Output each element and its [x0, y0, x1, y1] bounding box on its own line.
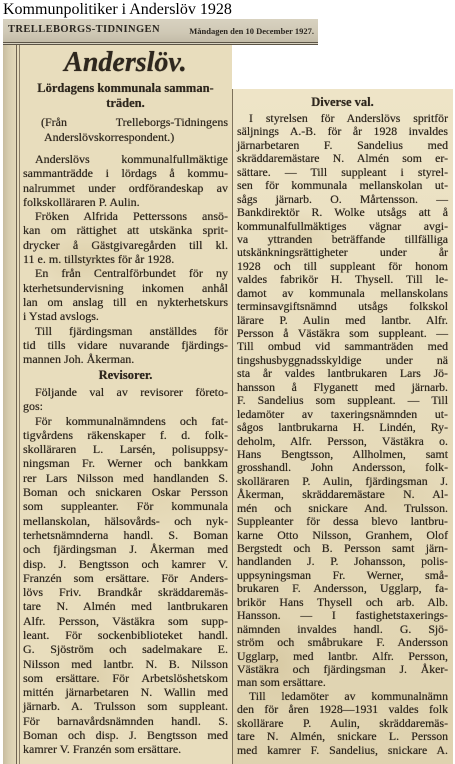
article-line: tingshusbyggnadsskyldige under nä — [237, 352, 448, 367]
article-line: För barnavårdsnämnden handl. S. — [23, 713, 228, 728]
article-line: sågs järnarb. O. Mårtensson. — — [237, 191, 448, 206]
article-line: handlanden J. P. Johansson, polis- — [237, 554, 448, 569]
page-title: Kommunpolitiker i Anderslöv 1928 — [3, 1, 232, 18]
article-line: Fröken Alfrida Petterssons ansö- — [35, 209, 228, 224]
article-paragraph — [23, 414, 228, 757]
article-line: som ersättare. För Arbetslöshetskom — [23, 670, 228, 685]
column-rule — [16, 45, 17, 764]
article-line: disp. J. Bengtsson och kamrer V. — [23, 556, 228, 571]
article-line: mittén järnarbetaren N. Wallin med — [23, 685, 228, 700]
article-line: va yttranden beträffande tillfälliga — [237, 231, 448, 246]
article-column-right — [237, 92, 448, 757]
article-line: uppsyningsman Fr. Werner, små- — [237, 567, 448, 582]
article-line: rer Lars Nilsson med handlanden S. — [23, 470, 228, 485]
article-line: Nilsson med lantbr. N. B. Nilsson — [23, 656, 228, 671]
article-line: tare N. Almén, snickare L. Persson — [237, 729, 448, 744]
article-line: valdes fabrikör H. Thysell. Till le- — [237, 272, 448, 287]
article-line: Till ombud vid sammanträden med — [237, 339, 448, 354]
article-line: deholm, Alfr. Persson, Västäkra o. — [237, 433, 448, 448]
article-line: karne Otto Nilsson, Granhem, Olof — [237, 527, 448, 542]
article-line: Alfr. Persson, Västäkra som supp- — [23, 613, 228, 628]
article-paragraph — [23, 385, 228, 414]
article-line: kamrer V. Franzén som ersättare. — [23, 742, 182, 757]
article-line: Hans Bengtsson, Allholmen, samt — [237, 446, 448, 461]
article-line: sen för kommunala mellanskolan ut- — [237, 178, 448, 193]
article-line: skolläraren L. Larsén, polisuppsy- — [23, 442, 228, 457]
article-line: Anderslövs kommunalfullmäktige — [35, 152, 228, 166]
article-line: folkskolläraren P. Aulin. — [23, 194, 140, 209]
article-line: Bankdirektör R. Wolke utsågs att å — [237, 205, 448, 220]
newspaper-name: TRELLEBORGS-TIDNINGEN — [8, 24, 160, 35]
article-paragraph — [23, 266, 228, 323]
article-line: damot av kommunala mellanskolans — [237, 285, 448, 300]
section-heading: Diverse val. — [311, 95, 374, 109]
section-heading: Revisorer. — [98, 368, 153, 383]
article-line: Suppleanter för dessa blevo lantbru- — [237, 514, 448, 529]
article-line: skollärare P. Aulin, skräddaremäs- — [237, 715, 448, 730]
article-line: utskänkningsrättigheter under år — [237, 245, 448, 260]
article-line: mén och snickare And. Trulsson. — [237, 500, 448, 515]
article-line: nalrummet under ordförandeskap av — [23, 180, 228, 195]
article-line: skolläraren P. Aulin, fjärdingsman J. — [237, 473, 448, 488]
article-paragraph — [237, 112, 448, 690]
article-line: säljnings A.-B. för år 1928 invaldes — [237, 124, 448, 139]
article-line: tigvårdens räkenskaper f. d. folk- — [23, 427, 228, 442]
article-paragraph — [23, 324, 228, 367]
article-line: terminsavgiftsnämnd utsågs folkskol — [237, 299, 448, 314]
article-line: och fjärdingsman J. Åkerman med — [23, 542, 228, 557]
article-line: Västäkra och fjärdingsman J. Åker- — [237, 661, 448, 676]
column-rule — [19, 45, 20, 764]
article-line: lövs Friv. Brandkår skräddaremäs- — [23, 585, 228, 600]
article-paragraph — [23, 152, 228, 209]
article-line: lärare P. Aulin med lantbr. Alfr. — [237, 312, 448, 327]
article-line: skräddaremästare N. Almén som er- — [237, 151, 448, 166]
article-line: Bergstedt och B. Persson samt järn- — [237, 541, 448, 555]
article-line: kan om rättighet att utskänka sprit- — [23, 223, 228, 238]
article-line: som suppleanter. För kommunala — [23, 499, 228, 514]
article-line: den för åren 1928—1931 valdes folk — [237, 702, 448, 717]
article-line: Hansson. — I fastighetstaxerings- — [237, 608, 448, 623]
article-line: F. Sandelius som suppleant. — Till — [237, 393, 448, 408]
article-line: med kamrer F. Sandelius, snickare A. — [237, 742, 448, 757]
article-subheadline: träden. — [106, 96, 145, 110]
article-line: brikör Hans Thysell och arb. Alb. — [237, 594, 448, 609]
article-paragraph — [23, 209, 228, 266]
article-line: En från Centralförbundet för ny — [35, 266, 228, 281]
newspaper-masthead — [3, 19, 318, 45]
article-paragraph — [237, 690, 448, 757]
article-line: Till fjärdingsman anställdes för — [35, 323, 228, 338]
article-line: Persson å Västäkra som suppleant. — — [237, 326, 448, 340]
article-line: Boman och snickaren Oskar Persson — [23, 485, 228, 500]
article-line: järnarb. A. Trulsson som suppleant. — [23, 699, 228, 714]
article-line: grosshandl. John Andersson, folk- — [237, 460, 448, 475]
article-line: Franzén som ersättare. För Anders- — [23, 570, 228, 585]
article-line: sta år valdes lantbrukaren Lars Jö- — [237, 366, 448, 381]
article-line: 1928 och till suppleant för honom — [237, 258, 448, 273]
article-line: mellanskolan, hälsovårds- och nyk- — [23, 513, 228, 528]
article-headline: Anderslöv. — [64, 47, 187, 78]
article-byline: (Från Trelleborgs-Tidningens — [41, 115, 228, 129]
article-line: Följande val av revisorer företo- — [35, 384, 228, 399]
article-line: järnarbetaren F. Sandelius med — [237, 137, 448, 152]
article-line: lan om anslag till en nykterhetskurs — [23, 294, 228, 309]
article-line: sågos lantbrukarna H. Lindén, Ry- — [237, 420, 448, 435]
article-line: 11 e. m. tillstyrktes för år 1928. — [23, 252, 175, 267]
article-line: ström och småbrukare F. Andersson — [237, 635, 448, 650]
article-line: Åkerman, skräddaremästare N. Al- — [237, 487, 448, 502]
article-line: hansson å Flyganett med järnarb. — [237, 379, 448, 394]
article-line: I styrelsen för Anderslövs spritför — [249, 111, 448, 125]
article-subheadline: Lördagens kommunala samman- — [37, 81, 214, 95]
article-byline: Anderslövskorrespondent.) — [44, 130, 175, 144]
publication-date: Måndagen den 10 December 1927. — [189, 26, 314, 36]
article-line: mannen Joh. Åkerman. — [23, 352, 135, 367]
article-line: Boman och disp. J. Bengtsson med — [23, 728, 228, 743]
article-line: ledamöter av taxeringsnämnden ut- — [237, 406, 448, 421]
article-line: ningsman Fr. Werner och bankkam — [23, 456, 228, 471]
article-line: Till ledamöter av kommunalnämn — [249, 688, 448, 703]
article-line: i Ystad avslogs. — [23, 309, 99, 324]
article-line: drycker å Gästgivaregården till kl. — [23, 237, 228, 252]
article-line: sättare. — Till suppleant i styrel- — [237, 164, 448, 179]
article-line: Ugglarp, med lantbr. Alfr. Persson, — [237, 648, 448, 663]
article-line: sammanträdde i lördags å kommu- — [23, 166, 228, 181]
article-line: kommunalfullmäktiges vägnar avgi- — [237, 218, 448, 233]
article-line: terhetsnämnderna handl. S. Boman — [23, 527, 228, 542]
article-column-left — [23, 152, 228, 757]
article-line: tare N. Almén med lantbrukaren — [23, 599, 228, 614]
article-line: kterhetsundervisning inkomen anhål — [23, 280, 228, 295]
article-line: tid tills vidare nuvarande fjärdings- — [23, 337, 228, 352]
article-line: För kommunalnämndens och fat- — [35, 413, 228, 428]
article-line: brukaren F. Andersson, Ugglarp, fa- — [237, 581, 448, 596]
article-line: nämnden invaldes handl. G. Sjö- — [237, 621, 448, 636]
article-line: gos: — [23, 399, 44, 414]
article-line: leant. För sockenbiblioteket handl. — [23, 628, 228, 642]
article-line: man som ersättare. — [237, 675, 326, 690]
article-line: G. Sjöström och sadelmakare E. — [23, 642, 228, 657]
